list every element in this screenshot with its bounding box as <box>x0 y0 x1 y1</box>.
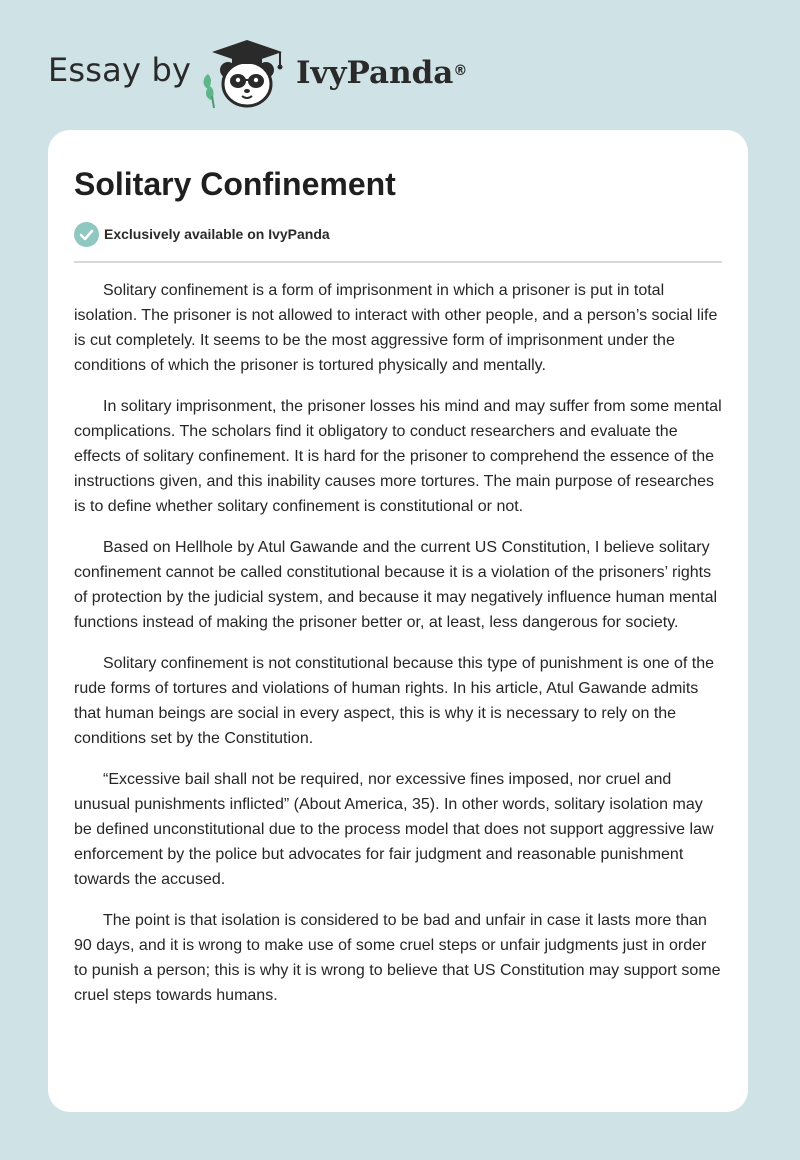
exclusive-badge-text: Exclusively available on IvyPanda <box>104 226 330 242</box>
essay-paragraph: The point is that isolation is considered to be bad and unfair in case it lasts more than 90 days, and it is wrong to make use of some cruel steps or unfair judgments just in order to punish a person; this is why it is wrong to believe that US Constitution may support some cruel steps towards humans. <box>74 912 721 1004</box>
essay-body <box>74 278 724 1024</box>
essay-paragraph: Based on Hellhole by Atul Gawande and the current US Constitution, I believe solitary confinement cannot be called constitutional because it is a violation of the prisoners’ rights of protection by the judicial system, and because it may negatively influence human mental functions instead of making the prisoner better or, at least, less dangerous for society. <box>74 539 718 631</box>
essay-card <box>48 130 748 1112</box>
essay-paragraph: In solitary imprisonment, the prisoner losses his mind and may suffer from some mental complications. The scholars find it obligatory to conduct researchers and evaluate the effects of solitary confinement. It is hard for the prisoner to comprehend the essence of the instructions given, and this inability causes more tortures. The main purpose of researches is to define whether solitary confinement is constitutional or not. <box>74 398 722 515</box>
essay-by-label: Essay by <box>48 51 192 89</box>
site-header <box>0 0 800 120</box>
essay-title: Solitary Confinement <box>74 166 396 202</box>
check-circle-icon <box>74 222 99 247</box>
essay-paragraph: Solitary confinement is not constitutional because this type of punishment is one of the rude forms of tortures and violations of human rights. In his article, Atul Gawande admits that human beings are social in every aspect, this is why it is necessary to rely on the conditions set by the Constitution. <box>74 655 715 747</box>
registered-mark: ® <box>453 63 468 79</box>
exclusive-badge <box>74 221 330 247</box>
brand-name-text: IvyPanda <box>296 55 454 91</box>
essay-paragraph: Solitary confinement is a form of imprisonment in which a prisoner is put in total isolation. The prisoner is not allowed to interact with other people, and a person’s social life is cut completely. It seems to be the most aggressive form of imprisonment under the conditions of which the prisoner is tortured physically and mentally. <box>74 282 718 374</box>
brand-name[interactable] <box>296 53 467 93</box>
title-divider <box>74 261 722 263</box>
essay-paragraph: “Excessive bail shall not be required, nor excessive fines imposed, nor cruel and unusual punishments inflicted” (About America, 35). In other words, solitary isolation may be defined unconstitutional due to the process model that does not support aggressive law enforcement by the police but advocates for fair judgment and reasonable punishment towards the accused. <box>74 771 714 888</box>
panda-graduate-logo-icon[interactable] <box>200 34 292 110</box>
